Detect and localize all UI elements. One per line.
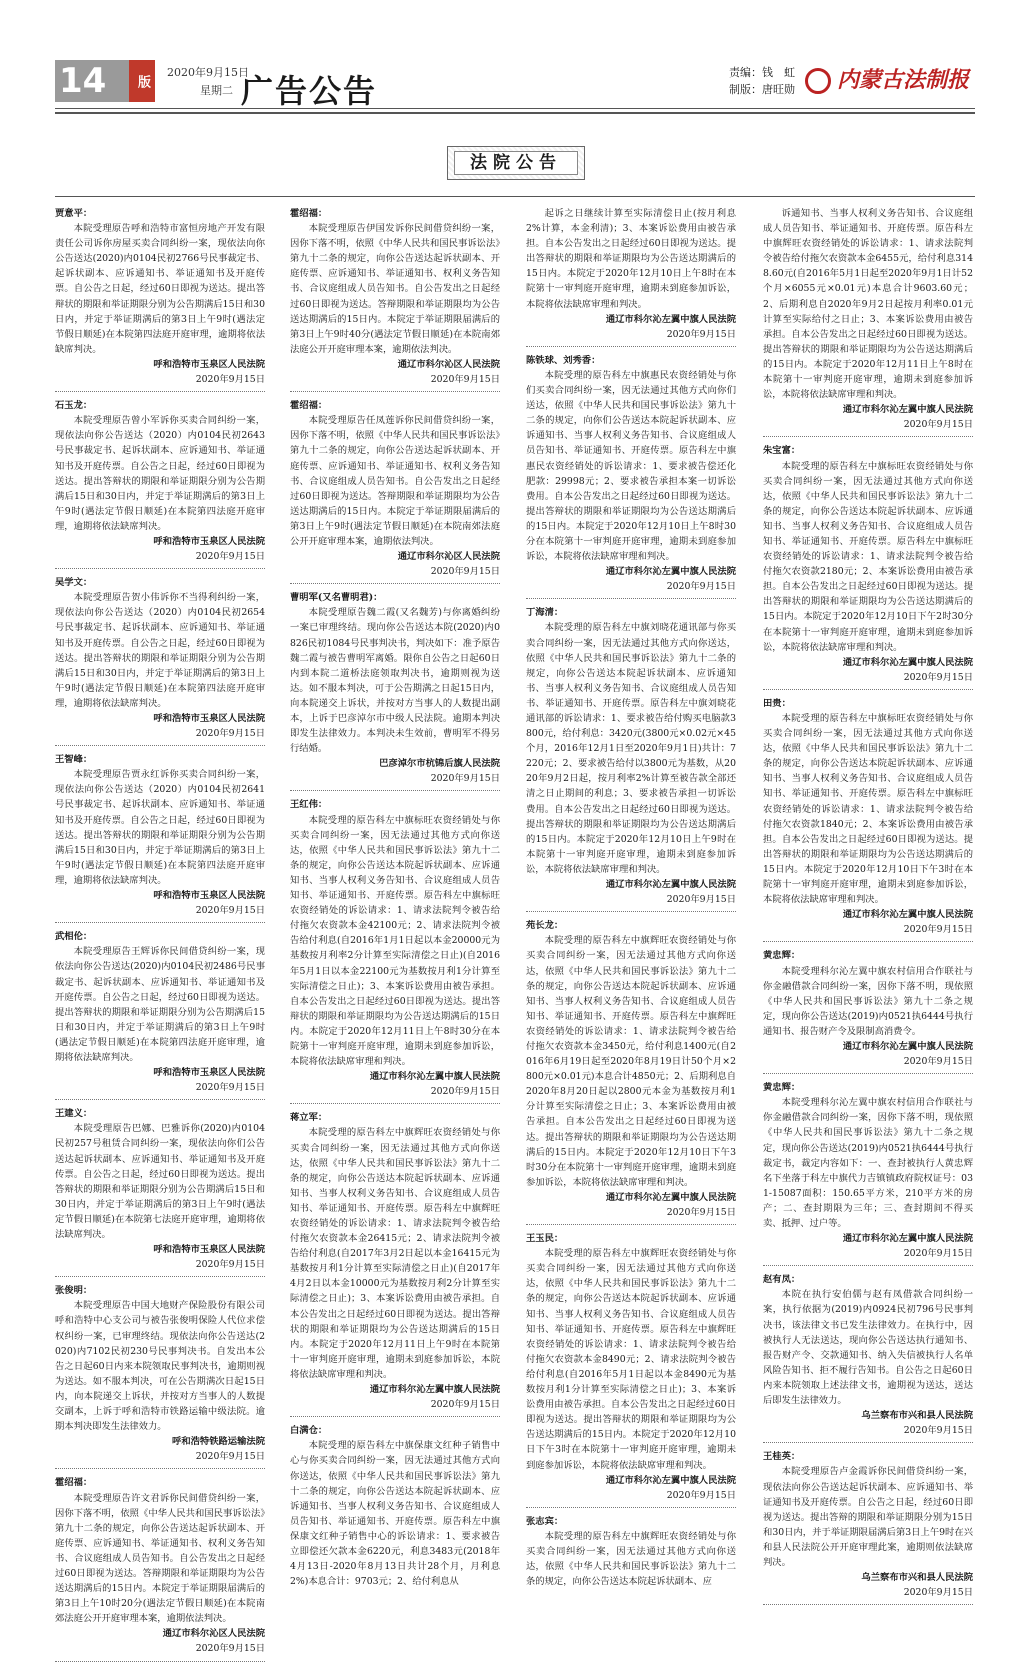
- notice-date: 2020年9月15日: [526, 1488, 736, 1508]
- page-number: 14: [55, 60, 129, 102]
- notice-date: 2020年9月15日: [763, 1423, 973, 1443]
- notice-addressee: 赵有凤：: [763, 1274, 801, 1286]
- notice-court: 通辽市科尔沁左翼中旗人民法院: [605, 313, 736, 325]
- notice-date: 2020年9月15日: [55, 726, 265, 746]
- notice-date: 2020年9月15日: [763, 670, 973, 690]
- column-4: [763, 206, 973, 1599]
- court-notice: [55, 398, 265, 569]
- notice-date: 2020年9月15日: [290, 372, 500, 392]
- court-notice: [290, 797, 500, 1104]
- notice-body: 本院受理原告卢金霞诉你民间借贷纠纷一案，现依法向你公告送达起诉状副本、应诉通知书、举证通知书及开庭传票。自公告之日起，经过60日即视为送达。提出答辩的期限和举证期限分别为15日和30日内，并于举证期限届满后第3日上午9时在兴和县人民法院公开开庭审理此案，逾期则依法缺席判决。: [763, 1466, 973, 1568]
- notice-date: 2020年9月15日: [55, 903, 265, 923]
- notice-addressee: 苑长龙：: [526, 920, 564, 932]
- notice-body: 本院受理原告魏二霞(又名魏芳)与你离婚纠纷一案已审理终结。现向你公告送达本院(2020)内0826民初1084号民事判决书，判决如下：准予原告魏二霞与被告曹明军离婚。限你自公告之日起60日内到本院二道桥法庭领取判决书，逾期则视为送达。如不服本判决，可于公告期满之日起15日内，向本院递交上诉状，并按对方当事人的人数提出副本，上诉于巴彦淖尔市中级人民法院。逾期本判决即发生法律效力。本判决未生效前，曹明军不得另行结婚。: [290, 607, 500, 755]
- court-notice: [526, 605, 736, 912]
- notice-date: 2020年9月15日: [763, 417, 973, 437]
- court-notice: [526, 1231, 736, 1508]
- notice-body: 诉通知书、当事人权利义务告知书、合议庭组成人员告知书、举证通知书、开庭传票。原告科左中旗辉旺农资经销处的诉讼请求：1、请求法院判令被告给付拖欠农资款本金6455元，给付利息3148.60元(自2016年5月1日起至2020年9月1日计52个月×6055元×0.01元)本息合计9603.60元；2、后期利息自2020年9月2日起按月利率0.01元计算至实际给付之日止；3、本案诉讼费用由被告承担。自本公告发出之日起经过60日即视为送达。提出答辩状的期限和举证期限均为公告送达期满后的15日内。本院定于2020年12月11日上午8时在本院第十一审判庭开庭审理，逾期未到庭参加诉讼，本院将依法缺席审理和判决。: [763, 208, 973, 401]
- notice-addressee: 王红伟：: [290, 799, 328, 811]
- header-rule-thick: [55, 112, 975, 114]
- notice-addressee: 石玉龙：: [55, 400, 93, 412]
- notice-body: 本院受理原告呼和浩特市富恒房地产开发有限责任公司诉你房屋买卖合同纠纷一案，现依法向你公告送达(2020)内0104民初2766号民事裁定书、起诉状副本、应诉通知书、举证通知书及开庭传票。自公告之日起，经过60日即视为送达。提出答辩状的期限和举证期限分别为公告期满后15日和30日内，并定于举证期满后的第3日上午9时(遇法定节假日顺延)在本院第四法庭开庭审理，逾期将依法缺席判决。: [55, 223, 265, 355]
- notice-date: 2020年9月15日: [290, 771, 500, 791]
- notice-court: 呼和浩特市玉泉区人民法院: [153, 358, 265, 370]
- notice-court: 通辽市科尔沁左翼中旗人民法院: [842, 656, 973, 668]
- notice-court: 呼和浩特市玉泉区人民法院: [153, 890, 265, 902]
- notice-addressee: 吴学文：: [55, 577, 93, 589]
- notice-body: 本院受理原告巴娜、巴雅诉你(2020)内0104民初257号租赁合同纠纷一案，现依法向你们公告送达起诉状副本、应诉通知书、举证通知书及开庭传票。自公告之日起，经过60日即视为送达。提出答辩状的期限和举证期限分别为公告期满后15日和30日内，并定于举证期满后的第3日上午9时(遇法定节假日顺延)在本院第七法庭开庭审理，逾期将依法缺席判决。: [55, 1123, 265, 1240]
- notice-date: 2020年9月15日: [526, 892, 736, 912]
- court-notice: [290, 1110, 500, 1417]
- notice-date: 2020年9月15日: [55, 1449, 265, 1469]
- notice-addressee: 黄忠辉：: [763, 1082, 801, 1094]
- notice-body: 本院受理的原告科左中旗标旺农资经销处与你买卖合同纠纷一案，因无法通过其他方式向你送达，依照《中华人民共和国民事诉讼法》第九十二条的规定，向你公告送达本院起诉状副本、应诉通知书、当事人权利义务告知书、合议庭组成人员告知书、举证通知书、开庭传票。原告科左中旗标旺农资经销处的诉讼请求：1、请求法院判令被告给付拖欠农资款1840元；2、本案诉讼费用由被告承担。自本公告发出之日起经过60日即视为送达。提出答辩状的期限和举证期限均为公告送达期满后的15日内。本院定于2020年12月10日下午3时在本院第十一审判庭开庭审理，逾期未到庭参加诉讼，本院将依法缺席审理和判决。: [763, 713, 973, 906]
- court-notice: [526, 1514, 736, 1589]
- notice-body: 本院受理的原告科左中旗辉旺农资经销处与你买卖合同纠纷一案，因无法通过其他方式向你送达，依照《中华人民共和国民事诉讼法》第九十二条的规定，向你公告送达本院起诉状副本、应诉通知书、当事人权利义务告知书、合议庭组成人员告知书、举证通知书、开庭传票。原告科左中旗辉旺农资经销处的诉讼请求：1、请求法院判令被告给付拖欠农资款本金8490元；2、请求法院判令被告给付利息(自2016年5月1日起以本金8490元为基数按月利1分计算至实际清偿之日止)；3、本案诉讼费用由被告承担。自本公告发出之日起经过60日即视为送达。提出答辩状的期限和举证期限均为公告送达期满后的15日内。本院定于2020年12月10日下午3时在本院第十一审判庭开庭审理，逾期未到庭参加诉讼，本院将依法缺席审理和判决。: [526, 1248, 736, 1471]
- notice-body: 本院受理原告中国大地财产保险股份有限公司呼和浩特中心支公司与被告张俊明保险人代位求偿权纠纷一案，已审理终结。现依法向你公告送达(2020)内7102民初230号民事判决书。自发出本公告之日起60日内来本院领取民事判决书，逾期则视为送达。如不服本判决，可在公告期满次日起15日内，向本院递交上诉状，并按对方当事人的人数提交副本，上诉于呼和浩特市铁路运输中级法院。逾期本判决即发生法律效力。: [55, 1300, 265, 1433]
- notice-court: 乌兰察布市兴和县人民法院: [861, 1572, 973, 1584]
- notice-court: 巴彦淖尔市杭锦后旗人民法院: [379, 758, 500, 770]
- court-notice: [55, 575, 265, 746]
- notice-addressee: 武相伦：: [55, 931, 93, 943]
- court-notice: [763, 206, 973, 437]
- notice-addressee: 霍绍福：: [290, 400, 328, 412]
- court-notice: [55, 752, 265, 923]
- notice-body: 本院受理的原告科左中旗辉旺农资经销处与你买卖合同纠纷一案，因无法通过其他方式向你送达，依照《中华人民共和国民事诉讼法》第九十二条的规定，向你公告送达本院起诉状副本、应诉通知书、当事人权利义务告知书、合议庭组成人员告知书、举证通知书、开庭传票。原告科左中旗辉旺农资经销处的诉讼请求：1、请求法院判令被告给付拖欠农资款本金3450元，给付利息1400元(自2016年6月19日起至2020年8月19日计50个月×2800元×0.01元)本息合计4850元；2、后期利息自2020年8月20日起以2800元本金为基数按月利1分计算至实际清偿之日止；3、本案诉讼费用由被告承担。自本公告发出之日起经过60日即视为送达。提出答辩状的期限和举证期限均为公告送达期满后的15日内。本院定于2020年12月10日下午3时30分在本院第十一审判庭开庭审理，逾期未到庭参加诉讼，本院将依法缺席审理和判决。: [526, 935, 736, 1188]
- notice-addressee: 贾意平：: [55, 208, 93, 219]
- notice-body: 本院受理的原告科左中旗刘晓花通讯部与你买卖合同纠纷一案，因无法通过其他方式向你送达，依照《中华人民共和国民事诉讼法》第九十二条的规定，向你公告送达本院起诉状副本、应诉通知书、当事人权利义务告知书、合议庭组成人员告知书、举证通知书、开庭传票。原告科左中旗刘晓花通讯部的诉讼请求：1、要求被告给付购买电脑款3800元，给付利息：3420元(3800元×0.02元×45个月，2016年12月1日至2020年9月1日)共计：7220元；2、要求被告给付以3800元为基数，从2020年9月2日起，按月利率2%计算至被告款全部还清之日止期间的利息；3、要求被告承担一切诉讼费用。自本公告发出之日起经过60日即视为送达。提出答辩状的期限和举证期限均为公告送达期满后的15日内。本院定于2020年12月10日上午9时在本院第十一审判庭开庭审理，逾期未到庭参加诉讼，本院将依法缺席审理和判决。: [526, 622, 736, 875]
- court-notice: [763, 1080, 973, 1266]
- notice-date: 2020年9月15日: [526, 579, 736, 599]
- notice-body: 本院受理原告许文君诉你民间借贷纠纷一案，因你下落不明，依照《中华人民共和国民事诉讼法》第九十二条的规定，向你公告送达起诉状副本、开庭传票、应诉通知书、举证通知书、权利义务告知书、合议庭组成人员告知书。自公告发出之日起经过60日即视为送达。答辩期限和举证期限均为公告送达期满后的15日内。本院定于举证期限届满后的第3日上午10时20分(遇法定节假日顺延)在本院南郊法庭公开开庭审理本案，逾期依法判决。: [55, 1492, 265, 1625]
- notice-body: 本院受理科尔沁左翼中旗农村信用合作联社与你金融借款合同纠纷一案，因你下落不明，现依照《中华人民共和国民事诉讼法》第九十二条之规定，现向你公告送达(2019)内0521执6444号执行裁定书，裁定内容如下：一、查封被执行人黄忠辉名下坐落于科左中旗代力吉镇镇政府院权证号：031-15087面积：150.65平方米，210平方米的房产；二、查封期限为三年；三、查封期间不得买卖、抵押、过户等。: [763, 1097, 973, 1229]
- newspaper-logo: [805, 62, 980, 98]
- notice-date: 2020年9月15日: [290, 1397, 500, 1417]
- notice-court: 通辽市科尔沁区人民法院: [162, 1628, 265, 1640]
- logo-mark-icon: [805, 68, 831, 94]
- notice-date: 2020年9月15日: [763, 1054, 973, 1074]
- court-notice: [55, 1475, 265, 1661]
- notice-court: 通辽市科尔沁左翼中旗人民法院: [842, 404, 973, 416]
- court-notice: [290, 1423, 500, 1589]
- notice-date: 2020年9月15日: [763, 922, 973, 942]
- notice-court: 乌兰察布市兴和县人民法院: [861, 1410, 973, 1422]
- notice-court: 通辽市科尔沁区人民法院: [397, 358, 500, 370]
- issue-date: 2020年9月15日: [167, 66, 249, 79]
- notice-addressee: 白满仓：: [290, 1425, 328, 1437]
- notice-addressee: 曹明军(又名曹明君)：: [290, 592, 383, 604]
- court-notice: [55, 1283, 265, 1469]
- notice-addressee: 黄忠辉：: [763, 950, 801, 962]
- notice-body: 本院在执行安伯儒与赵有凤借款合同纠纷一案，执行依据为(2019)内0924民初796号民事判决书，该法律文书已发生法律效力。在执行中，因被执行人无法送达，现向你公告送达执行通知书、报告财产令、交款通知书、纳入失信被执行人名单风险告知书、拒不履行告知书。自公告之日起60日内来本院领取上述法律文书，逾期视为送达，送达后即发生法律效力。: [763, 1289, 973, 1407]
- notice-court: 通辽市科尔沁左翼中旗人民法院: [605, 879, 736, 891]
- notice-date: 2020年9月15日: [763, 1246, 973, 1266]
- notice-court: 呼和浩特市玉泉区人民法院: [153, 713, 265, 724]
- notice-court: 通辽市科尔沁左翼中旗人民法院: [605, 1191, 736, 1203]
- newspaper-name: 内蒙古法制报: [837, 67, 970, 93]
- notice-addressee: 王桂英：: [763, 1451, 801, 1463]
- notice-date: 2020年9月15日: [526, 1205, 736, 1225]
- column-2: [290, 206, 500, 1588]
- court-notice: [290, 398, 500, 584]
- notice-addressee: 霍绍福：: [290, 208, 328, 219]
- court-notice: [55, 1106, 265, 1277]
- notice-body: 本院受理的原告科左中旗保康文红种子销售中心与你买卖合同纠纷一案，因无法通过其他方式向你送达，依照《中华人民共和国民事诉讼法》第九十二条的规定，向你公告送达本院起诉状副本、应诉通知书、当事人权利义务告知书、合议庭组成人员告知书、举证通知书、开庭传票。原告科左中旗保康文红种子销售中心的诉讼请求：1、要求被告立即偿还欠款本金6220元，利息3483元(2018年4月13日-2020年8月13日共计28个月，月利息2%)本息合计：9703元；2、给付利息从: [290, 1440, 500, 1588]
- notice-date: 2020年9月15日: [55, 1080, 265, 1100]
- notice-court: 呼和浩特市玉泉区人民法院: [153, 1244, 265, 1256]
- banner-rule: [55, 196, 975, 197]
- notice-body: 本院受理的原告科左中旗标旺农资经销处与你买卖合同纠纷一案，因无法通过其他方式向你送达，依照《中华人民共和国民事诉讼法》第九十二条的规定，向你公告送达本院起诉状副本、应诉通知书、当事人权利义务告知书、合议庭组成人员告知书、举证通知书、开庭传票。原告科左中旗标旺农资经销处的诉讼请求：1、请求法院判令被告给付拖欠农资款2180元；2、本案诉讼费用由被告承担。自本公告发出之日起经过60日即视为送达。提出答辩状的期限和举证期限均为公告送达期满后的15日内。本院定于2020年12月10日下午2时30分在本院第十一审判庭开庭审理，逾期未到庭参加诉讼，本院将依法缺席审理和判决。: [763, 460, 973, 653]
- court-notice: [526, 918, 736, 1225]
- banner-title: 法院公告: [454, 151, 578, 175]
- notice-body: 本院受理原告伊国发诉你民间借贷纠纷一案，因你下落不明，依照《中华人民共和国民事诉讼法》第九十二条的规定，向你公告送达起诉状副本、开庭传票、应诉通知书、举证通知书、权利义务告知书、合议庭组成人员告知书。自公告发出之日起经过60日即视为送达。答辩期限和举证期限均为公告送达期满后的15日内。本院定于举证期限届满后的第3日上午9时40分(遇法定节假日顺延)在本院南郊法庭公开开庭审理本案，逾期依法判决。: [290, 223, 500, 355]
- section-banner: [447, 146, 585, 180]
- notice-court: 通辽市科尔沁左翼中旗人民法院: [369, 1384, 500, 1396]
- court-notice: [763, 696, 973, 943]
- notice-body: 本院受理的原告科左中旗辉旺农资经销处与你买卖合同纠纷一案，因无法通过其他方式向你送达，依照《中华人民共和国民事诉讼法》第九十二条的规定，向你公告送达本院起诉状副本、应: [526, 1530, 736, 1588]
- notice-body: 本院受理原告贺小伟诉你不当得利纠纷一案，现依法向你公告送达（2020）内0104民初2654号民事裁定书、起诉状副本、应诉通知书、举证通知书及开庭传票。自公告之日起，经过60日即视为送达。提出答辩状的期限和举证期限分别为公告期满后15日和30日内，并定于举证期满后的第3日上午9时(遇法定节假日顺延)在本院第四法庭开庭审理，逾期将依法缺席判决。: [55, 592, 265, 709]
- notice-date: 2020年9月15日: [55, 1257, 265, 1277]
- maker-credit: 制版：唐旺勋: [729, 83, 795, 96]
- notice-court: 呼和浩特市玉泉区人民法院: [153, 535, 265, 547]
- notice-date: 2020年9月15日: [763, 1585, 973, 1605]
- notice-court: 通辽市科尔沁左翼中旗人民法院: [605, 1474, 736, 1486]
- notice-court: 通辽市科尔沁左翼中旗人民法院: [842, 1040, 973, 1052]
- notice-body: 本院受理的原告科左中旗辉旺农资经销处与你买卖合同纠纷一案，因无法通过其他方式向你送达，依照《中华人民共和国民事诉讼法》第九十二条的规定，向你公告送达本院起诉状副本、应诉通知书、当事人权利义务告知书、合议庭组成人员告知书、举证通知书、开庭传票。原告科左中旗辉旺农资经销处的诉讼请求：1、请求法院判令被告给付拖欠农资款本金26415元；2、请求法院判令被告给付利息(自2017年3月2日起以本金16415元为基数按月利1分计算至实际清偿之日止)(自2017年4月2日以本金10000元为基数按月利2分计算至实际清偿之日止)；3、本案诉讼费用由被告承担。自本公告发出之日起经过60日即视为送达。提出答辩状的期限和举证期限均为公告送达期满后的15日内。本院定于2020年12月11日上午9时在本院第十一审判庭开庭审理，逾期未到庭参加诉讼，本院将依法缺席审理和判决。: [290, 1127, 500, 1380]
- notice-date: 2020年9月15日: [55, 1641, 265, 1661]
- notice-addressee: 王建义：: [55, 1108, 93, 1120]
- court-notice: [55, 929, 265, 1100]
- court-notice: [763, 1272, 973, 1443]
- notice-date: 2020年9月15日: [55, 372, 265, 392]
- notice-addressee: 霍绍福：: [55, 1477, 93, 1489]
- notice-court: 呼和浩特市玉泉区人民法院: [153, 1067, 265, 1079]
- notice-addressee: 张志宾：: [526, 1515, 564, 1527]
- notice-body: 本院受理原告贾永红诉你买卖合同纠纷一案，现依法向你公告送达（2020）内0104民初2641号民事裁定书、起诉状副本、应诉通知书、举证通知书及开庭传票。自公告之日起，经过60日即视为送达。提出答辩状的期限和举证期限分别为公告期满后15日和30日内，并定于举证期满后的第3日上午9时(遇法定节假日顺延)在本院第四法庭开庭审理，逾期将依法缺席判决。: [55, 769, 265, 886]
- notice-body: 起诉之日继续计算至实际清偿日止(按月利息2%计算，本金利清)；3、本案诉讼费用由被告承担。自本公告发出之日起经过60日即视为送达。提出答辩状的期限和举证期限均为公告送达期满后的15日内。本院定于2020年12月10日上午8时在本院第十一审判庭开庭审理，逾期未到庭参加诉讼，本院将依法缺席审理和判决。: [526, 208, 736, 310]
- notice-body: 本院受理原告王辉诉你民间借贷纠纷一案，现依法向你公告送达(2020)内0104民初2486号民事裁定书、起诉状副本、应诉通知书、举证通知书及开庭传票。自公告之日起，经过60日即视为送达。提出答辩状的期限和举证期限分别为公告期满后15日和30日内，并定于举证期满后的第3日上午9时(遇法定节假日顺延)在本院第四法庭开庭审理，逾期将依法缺席判决。: [55, 946, 265, 1063]
- court-notice: [526, 206, 736, 347]
- notice-date: 2020年9月15日: [526, 327, 736, 347]
- notice-addressee: 张俊明：: [55, 1285, 93, 1297]
- notice-body: 本院受理原告曾小军诉你买卖合同纠纷一案，现依法向你公告送达（2020）内0104民初2643号民事裁定书、起诉状副本、应诉通知书、举证通知书及开庭传票。自公告之日起，经过60日即视为送达。提出答辩状的期限和举证期限分别为公告期满后15日和30日内，并定于举证期满后的第3日上午9时(遇法定节假日顺延)在本院第四法庭开庭审理，逾期将依法缺席判决。: [55, 415, 265, 532]
- notice-date: 2020年9月15日: [290, 1084, 500, 1104]
- notice-addressee: 朱宝富：: [763, 445, 801, 457]
- notice-court: 通辽市科尔沁左翼中旗人民法院: [842, 909, 973, 921]
- page-suffix: 版: [129, 60, 155, 102]
- notice-court: 通辽市科尔沁左翼中旗人民法院: [842, 1233, 973, 1245]
- court-notice: [55, 206, 265, 392]
- issue-weekday: 星期二: [200, 84, 233, 97]
- notice-court: 呼和浩特铁路运输法院: [172, 1436, 265, 1448]
- notice-addressee: 丁海清：: [526, 607, 564, 619]
- notice-addressee: 王智峰：: [55, 754, 93, 766]
- column-3: [526, 206, 736, 1588]
- section-title: 广告公告: [241, 72, 378, 110]
- editor-credit: 责编：钱 虹: [729, 66, 795, 79]
- notice-body: 本院受理的原告科左中旗惠民农资经销处与你们买卖合同纠纷一案，因无法通过其他方式向你们送达，依照《中华人民共和国民事诉讼法》第九十二条的规定，向你们公告送达本院起诉状副本、应诉通知书、当事人权利义务告知书、合议庭组成人员告知书、举证通知书、开庭传票。原告科左中旗惠民农资经销处的诉讼请求：1、要求被告偿还化肥款：29998元；2、要求被告承担本案一切诉讼费用。自本公告发出之日起经过60日即视为送达。提出答辩状的期限和举证期限均为公告送达期满后的15日内。本院定于2020年12月10日上午8时30分在本院第十一审判庭开庭审理，逾期未到庭参加诉讼，本院将依法缺席审理和判决。: [526, 369, 736, 563]
- notice-addressee: 王玉民：: [526, 1233, 564, 1245]
- notice-body: 本院受理科尔沁左翼中旗农村信用合作联社与你金融借款合同纠纷一案，因你下落不明，现依照《中华人民共和国民事诉讼法》第九十二条之规定，现向你公告送达(2019)内0521执6444号执行通知书、报告财产令及限制高消费令。: [763, 965, 973, 1037]
- court-notice: [763, 948, 973, 1074]
- court-notice: [763, 1449, 973, 1605]
- column-1: [55, 206, 265, 1655]
- notice-court: 通辽市科尔沁左翼中旗人民法院: [369, 1071, 500, 1083]
- court-notice: [290, 590, 500, 791]
- notice-addressee: 田贵：: [763, 697, 791, 709]
- notice-court: 通辽市科尔沁区人民法院: [397, 551, 500, 563]
- header-rule: [55, 108, 975, 109]
- notice-addressee: 蒋立军：: [290, 1112, 328, 1124]
- court-notice: [526, 353, 736, 600]
- notice-body: 本院受理的原告科左中旗标旺农资经销处与你买卖合同纠纷一案，因无法通过其他方式向你送达，依照《中华人民共和国民事诉讼法》第九十二条的规定，向你公告送达本院起诉状副本、应诉通知书、当事人权利义务告知书、合议庭组成人员告知书、举证通知书、开庭传票。原告科左中旗标旺农资经销处的诉讼请求：1、请求法院判令被告给付拖欠农资款本金42100元；2、请求法院判令被告给付利息(自2016年1月1日起以本金20000元为基数按月利率2分计算至实际清偿之日止)(自2016年5月1日以本金22100元为基数按月利1分计算至实际清偿之日止)；3、本案诉讼费用由被告承担。自本公告发出之日起经过60日即视为送达。提出答辩状的期限和举证期限均为公告送达期满后的15日内。本院定于2020年12月11日上午8时30分在本院第十一审判庭开庭审理，逾期未到庭参加诉讼，本院将依法缺席审理和判决。: [290, 814, 500, 1068]
- notice-addressee: 陈铁球、刘秀香：: [526, 354, 601, 366]
- notice-date: 2020年9月15日: [290, 564, 500, 584]
- notice-body: 本院受理原告任凤莲诉你民间借贷纠纷一案，因你下落不明，依照《中华人民共和国民事诉讼法》第九十二条的规定，向你公告送达起诉状副本、开庭传票、应诉通知书、举证通知书、权利义务告知书、合议庭组成人员告知书。自公告发出之日起经过60日即视为送达。答辩期限和举证期限均为公告送达期满后的15日内。本院定于举证期限届满后的第3日上午9时(遇法定节假日顺延)在本院南郊法庭公开开庭审理本案，逾期依法判决。: [290, 415, 500, 547]
- page-header: [55, 60, 975, 108]
- notice-date: 2020年9月15日: [55, 549, 265, 569]
- notice-court: 通辽市科尔沁左翼中旗人民法院: [605, 566, 736, 578]
- court-notice: [763, 443, 973, 690]
- court-notice: [290, 206, 500, 392]
